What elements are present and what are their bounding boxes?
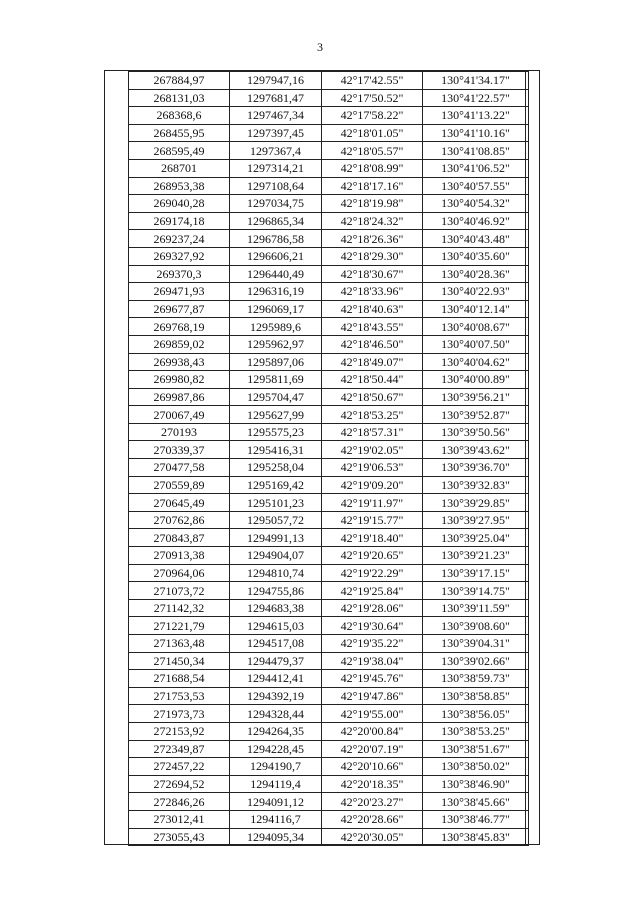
x-coordinate-cell: 269040,28: [129, 195, 230, 213]
y-coordinate-cell: 1297947,16: [230, 72, 322, 90]
x-coordinate-cell: 271221,79: [129, 617, 230, 635]
latitude-cell: 42°20'30.05": [322, 828, 423, 846]
table-row: [129, 599, 529, 617]
longitude-cell: 130°39'52.87": [423, 406, 529, 424]
x-coordinate-cell: 272153,92: [129, 722, 230, 740]
longitude-cell: 130°39'50.56": [423, 423, 529, 441]
y-coordinate-cell: 1295627,99: [230, 406, 322, 424]
latitude-cell: 42°19'18.40": [322, 529, 423, 547]
longitude-cell: 130°41'08.85": [423, 142, 529, 160]
y-coordinate-cell: 1294755,86: [230, 582, 322, 600]
y-coordinate-cell: 1295704,47: [230, 388, 322, 406]
y-coordinate-cell: 1297314,21: [230, 159, 322, 177]
y-coordinate-cell: 1296069,17: [230, 300, 322, 318]
x-coordinate-cell: 270913,38: [129, 547, 230, 565]
table-row: [129, 722, 529, 740]
table-row: [129, 547, 529, 565]
y-coordinate-cell: 1295101,23: [230, 494, 322, 512]
latitude-cell: 42°20'10.66": [322, 758, 423, 776]
y-coordinate-cell: 1294091,12: [230, 793, 322, 811]
table-row: [129, 441, 529, 459]
y-coordinate-cell: 1294392,19: [230, 687, 322, 705]
longitude-cell: 130°39'14.75": [423, 582, 529, 600]
table-row: [129, 511, 529, 529]
table-row: [129, 388, 529, 406]
x-coordinate-cell: 270559,89: [129, 476, 230, 494]
longitude-cell: 130°40'12.14": [423, 300, 529, 318]
x-coordinate-cell: 273055,43: [129, 828, 230, 846]
longitude-cell: 130°40'43.48": [423, 230, 529, 248]
longitude-cell: 130°40'54.32": [423, 195, 529, 213]
x-coordinate-cell: 270964,06: [129, 564, 230, 582]
latitude-cell: 42°18'43.55": [322, 318, 423, 336]
latitude-cell: 42°18'24.32": [322, 212, 423, 230]
table-row: [129, 406, 529, 424]
y-coordinate-cell: 1297108,64: [230, 177, 322, 195]
latitude-cell: 42°18'26.36": [322, 230, 423, 248]
latitude-cell: 42°19'25.84": [322, 582, 423, 600]
longitude-cell: 130°41'10.16": [423, 124, 529, 142]
coordinates-table-body: [129, 72, 529, 846]
latitude-cell: 42°19'20.65": [322, 547, 423, 565]
table-row: [129, 810, 529, 828]
y-coordinate-cell: 1296316,19: [230, 283, 322, 301]
latitude-cell: 42°17'58.22": [322, 107, 423, 125]
x-coordinate-cell: 269471,93: [129, 283, 230, 301]
y-coordinate-cell: 1295258,04: [230, 459, 322, 477]
longitude-cell: 130°41'34.17": [423, 72, 529, 90]
latitude-cell: 42°18'49.07": [322, 353, 423, 371]
x-coordinate-cell: 268701: [129, 159, 230, 177]
y-coordinate-cell: 1295575,23: [230, 423, 322, 441]
x-coordinate-cell: 269859,02: [129, 335, 230, 353]
longitude-cell: 130°38'59.73": [423, 670, 529, 688]
latitude-cell: 42°18'08.99": [322, 159, 423, 177]
x-coordinate-cell: 269980,82: [129, 371, 230, 389]
latitude-cell: 42°18'05.57": [322, 142, 423, 160]
y-coordinate-cell: 1294615,03: [230, 617, 322, 635]
latitude-cell: 42°19'28.06": [322, 599, 423, 617]
y-coordinate-cell: 1294328,44: [230, 705, 322, 723]
latitude-cell: 42°18'29.30": [322, 247, 423, 265]
longitude-cell: 130°40'04.62": [423, 353, 529, 371]
table-row: [129, 423, 529, 441]
longitude-cell: 130°38'51.67": [423, 740, 529, 758]
latitude-cell: 42°18'46.50": [322, 335, 423, 353]
table-row: [129, 124, 529, 142]
y-coordinate-cell: 1297367,4: [230, 142, 322, 160]
latitude-cell: 42°20'00.84": [322, 722, 423, 740]
x-coordinate-cell: 267884,97: [129, 72, 230, 90]
latitude-cell: 42°19'06.53": [322, 459, 423, 477]
x-coordinate-cell: 271450,34: [129, 652, 230, 670]
x-coordinate-cell: 270193: [129, 423, 230, 441]
longitude-cell: 130°38'46.77": [423, 810, 529, 828]
longitude-cell: 130°38'53.25": [423, 722, 529, 740]
longitude-cell: 130°39'11.59": [423, 599, 529, 617]
y-coordinate-cell: 1294810,74: [230, 564, 322, 582]
longitude-cell: 130°40'22.93": [423, 283, 529, 301]
table-row: [129, 617, 529, 635]
longitude-cell: 130°39'43.62": [423, 441, 529, 459]
y-coordinate-cell: 1296865,34: [230, 212, 322, 230]
x-coordinate-cell: 269237,24: [129, 230, 230, 248]
latitude-cell: 42°19'11.97": [322, 494, 423, 512]
table-row: [129, 793, 529, 811]
y-coordinate-cell: 1294412,41: [230, 670, 322, 688]
longitude-cell: 130°40'28.36": [423, 265, 529, 283]
y-coordinate-cell: 1296786,58: [230, 230, 322, 248]
table-row: [129, 775, 529, 793]
x-coordinate-cell: 270843,87: [129, 529, 230, 547]
latitude-cell: 42°19'47.86": [322, 687, 423, 705]
longitude-cell: 130°40'00.89": [423, 371, 529, 389]
y-coordinate-cell: 1295811,69: [230, 371, 322, 389]
table-row: [129, 670, 529, 688]
longitude-cell: 130°41'06.52": [423, 159, 529, 177]
table-row: [129, 635, 529, 653]
y-coordinate-cell: 1294904,07: [230, 547, 322, 565]
longitude-cell: 130°38'45.66": [423, 793, 529, 811]
latitude-cell: 42°19'15.77": [322, 511, 423, 529]
x-coordinate-cell: 269987,86: [129, 388, 230, 406]
x-coordinate-cell: 272694,52: [129, 775, 230, 793]
x-coordinate-cell: 269174,18: [129, 212, 230, 230]
longitude-cell: 130°39'36.70": [423, 459, 529, 477]
table-row: [129, 107, 529, 125]
latitude-cell: 42°18'50.44": [322, 371, 423, 389]
x-coordinate-cell: 269768,19: [129, 318, 230, 336]
table-row: [129, 283, 529, 301]
y-coordinate-cell: 1294119,4: [230, 775, 322, 793]
x-coordinate-cell: 270067,49: [129, 406, 230, 424]
x-coordinate-cell: 268368,6: [129, 107, 230, 125]
table-row: [129, 371, 529, 389]
x-coordinate-cell: 270762,86: [129, 511, 230, 529]
y-coordinate-cell: 1294517,08: [230, 635, 322, 653]
longitude-cell: 130°39'29.85": [423, 494, 529, 512]
x-coordinate-cell: 272846,26: [129, 793, 230, 811]
longitude-cell: 130°38'46.90": [423, 775, 529, 793]
page-number: 3: [317, 40, 323, 54]
longitude-cell: 130°41'22.57": [423, 89, 529, 107]
x-coordinate-cell: 273012,41: [129, 810, 230, 828]
x-coordinate-cell: 268131,03: [129, 89, 230, 107]
longitude-cell: 130°39'25.04": [423, 529, 529, 547]
x-coordinate-cell: 270645,49: [129, 494, 230, 512]
latitude-cell: 42°19'38.04": [322, 652, 423, 670]
longitude-cell: 130°38'58.85": [423, 687, 529, 705]
table-row: [129, 758, 529, 776]
y-coordinate-cell: 1297397,45: [230, 124, 322, 142]
table-row: [129, 159, 529, 177]
longitude-cell: 130°40'07.50": [423, 335, 529, 353]
table-row: [129, 476, 529, 494]
latitude-cell: 42°18'30.67": [322, 265, 423, 283]
y-coordinate-cell: 1294228,45: [230, 740, 322, 758]
longitude-cell: 130°39'32.83": [423, 476, 529, 494]
table-row: [129, 459, 529, 477]
table-row: [129, 529, 529, 547]
latitude-cell: 42°19'09.20": [322, 476, 423, 494]
table-row: [129, 318, 529, 336]
table-row: [129, 494, 529, 512]
x-coordinate-cell: 270339,37: [129, 441, 230, 459]
y-coordinate-cell: 1296440,49: [230, 265, 322, 283]
latitude-cell: 42°19'22.29": [322, 564, 423, 582]
y-coordinate-cell: 1295416,31: [230, 441, 322, 459]
latitude-cell: 42°18'50.67": [322, 388, 423, 406]
y-coordinate-cell: 1295169,42: [230, 476, 322, 494]
coordinates-table-frame: [104, 70, 540, 845]
latitude-cell: 42°17'42.55": [322, 72, 423, 90]
longitude-cell: 130°38'56.05": [423, 705, 529, 723]
y-coordinate-cell: 1297681,47: [230, 89, 322, 107]
x-coordinate-cell: 269938,43: [129, 353, 230, 371]
latitude-cell: 42°20'18.35": [322, 775, 423, 793]
table-row: [129, 582, 529, 600]
table-row: [129, 142, 529, 160]
longitude-cell: 130°39'27.95": [423, 511, 529, 529]
longitude-cell: 130°39'08.60": [423, 617, 529, 635]
table-row: [129, 89, 529, 107]
latitude-cell: 42°19'55.00": [322, 705, 423, 723]
table-row: [129, 247, 529, 265]
x-coordinate-cell: 268953,38: [129, 177, 230, 195]
latitude-cell: 42°18'01.05": [322, 124, 423, 142]
table-row: [129, 705, 529, 723]
y-coordinate-cell: 1294479,37: [230, 652, 322, 670]
longitude-cell: 130°39'02.66": [423, 652, 529, 670]
latitude-cell: 42°18'53.25": [322, 406, 423, 424]
latitude-cell: 42°18'17.16": [322, 177, 423, 195]
table-row: [129, 335, 529, 353]
x-coordinate-cell: 268595,49: [129, 142, 230, 160]
latitude-cell: 42°19'02.05": [322, 441, 423, 459]
table-row: [129, 195, 529, 213]
table-row: [129, 740, 529, 758]
table-row: [129, 353, 529, 371]
latitude-cell: 42°18'57.31": [322, 423, 423, 441]
y-coordinate-cell: 1295897,06: [230, 353, 322, 371]
table-row: [129, 177, 529, 195]
x-coordinate-cell: 271142,32: [129, 599, 230, 617]
longitude-cell: 130°39'56.21": [423, 388, 529, 406]
table-row: [129, 687, 529, 705]
longitude-cell: 130°41'13.22": [423, 107, 529, 125]
table-row: [129, 265, 529, 283]
x-coordinate-cell: 271753,53: [129, 687, 230, 705]
y-coordinate-cell: 1294190,7: [230, 758, 322, 776]
x-coordinate-cell: 270477,58: [129, 459, 230, 477]
x-coordinate-cell: 271363,48: [129, 635, 230, 653]
latitude-cell: 42°20'07.19": [322, 740, 423, 758]
longitude-cell: 130°40'35.60": [423, 247, 529, 265]
y-coordinate-cell: 1295989,6: [230, 318, 322, 336]
x-coordinate-cell: 269370,3: [129, 265, 230, 283]
y-coordinate-cell: 1297467,34: [230, 107, 322, 125]
latitude-cell: 42°20'28.66": [322, 810, 423, 828]
x-coordinate-cell: 268455,95: [129, 124, 230, 142]
table-row: [129, 564, 529, 582]
x-coordinate-cell: 269327,92: [129, 247, 230, 265]
latitude-cell: 42°19'35.22": [322, 635, 423, 653]
y-coordinate-cell: 1294116,7: [230, 810, 322, 828]
table-row: [129, 72, 529, 90]
y-coordinate-cell: 1297034,75: [230, 195, 322, 213]
table-row: [129, 828, 529, 846]
y-coordinate-cell: 1294095,34: [230, 828, 322, 846]
table-row: [129, 300, 529, 318]
x-coordinate-cell: 271073,72: [129, 582, 230, 600]
x-coordinate-cell: 269677,87: [129, 300, 230, 318]
latitude-cell: 42°18'33.96": [322, 283, 423, 301]
x-coordinate-cell: 272349,87: [129, 740, 230, 758]
table-row: [129, 652, 529, 670]
y-coordinate-cell: 1295057,72: [230, 511, 322, 529]
x-coordinate-cell: 272457,22: [129, 758, 230, 776]
longitude-cell: 130°40'08.67": [423, 318, 529, 336]
latitude-cell: 42°19'45.76": [322, 670, 423, 688]
x-coordinate-cell: 271973,73: [129, 705, 230, 723]
longitude-cell: 130°39'21.23": [423, 547, 529, 565]
table-row: [129, 212, 529, 230]
longitude-cell: 130°39'04.31": [423, 635, 529, 653]
y-coordinate-cell: 1294264,35: [230, 722, 322, 740]
y-coordinate-cell: 1296606,21: [230, 247, 322, 265]
longitude-cell: 130°38'45.83": [423, 828, 529, 846]
x-coordinate-cell: 271688,54: [129, 670, 230, 688]
longitude-cell: 130°40'46.92": [423, 212, 529, 230]
table-row: [129, 230, 529, 248]
y-coordinate-cell: 1295962,97: [230, 335, 322, 353]
latitude-cell: 42°17'50.52": [322, 89, 423, 107]
latitude-cell: 42°19'30.64": [322, 617, 423, 635]
latitude-cell: 42°20'23.27": [322, 793, 423, 811]
latitude-cell: 42°18'19.98": [322, 195, 423, 213]
longitude-cell: 130°40'57.55": [423, 177, 529, 195]
coordinates-table: [128, 71, 529, 846]
longitude-cell: 130°39'17.15": [423, 564, 529, 582]
y-coordinate-cell: 1294991,13: [230, 529, 322, 547]
y-coordinate-cell: 1294683,38: [230, 599, 322, 617]
longitude-cell: 130°38'50.02": [423, 758, 529, 776]
latitude-cell: 42°18'40.63": [322, 300, 423, 318]
